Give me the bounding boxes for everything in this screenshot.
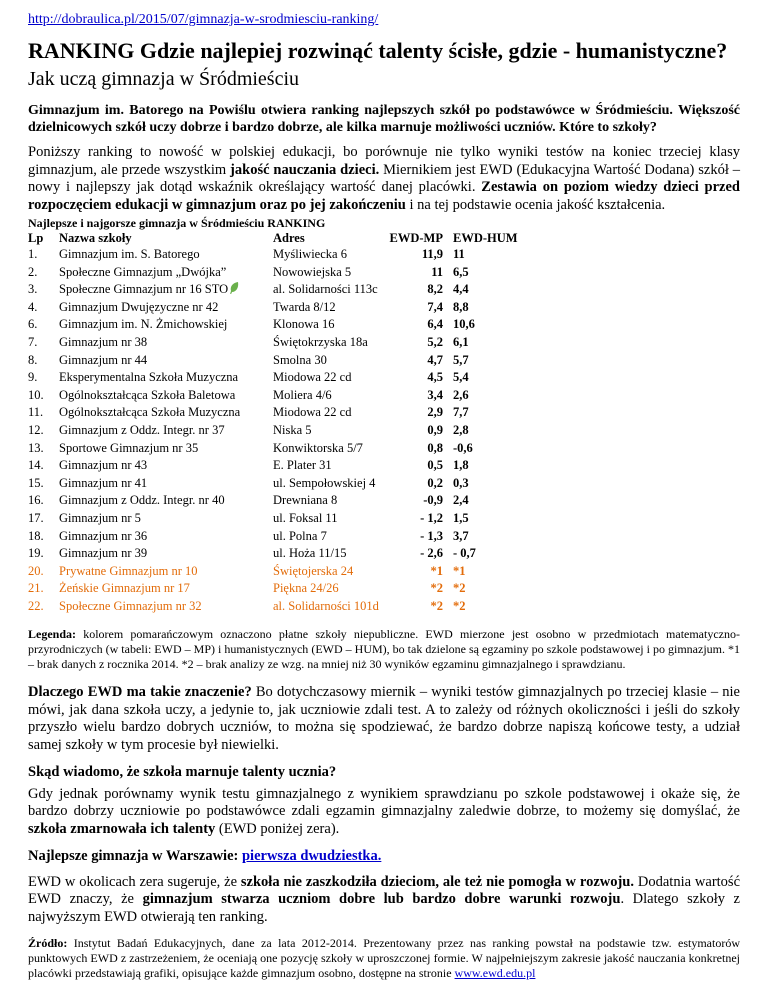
row-address xyxy=(273,334,383,352)
row-lp-text: 9. xyxy=(28,370,38,385)
intro-text-1: Poniższy ranking to nowość w polskiej edukacji, bo porównuje nie tylko wyniki testów na koniec trzeciej klasy gimnazjum, ale przede wszystkim xyxy=(28,144,740,178)
row-ewd-mp-text: *2 xyxy=(430,598,443,613)
best-schools-label: Najlepsze gimnazja w Warszawie xyxy=(28,848,234,865)
row-school-name-text: Gimnazjum nr 41 xyxy=(59,475,148,490)
row-address-text: Twarda 8/12 xyxy=(273,299,336,314)
row-ewd-mp xyxy=(383,440,453,458)
table-row xyxy=(28,246,518,264)
row-school-name xyxy=(59,299,273,317)
row-lp-text: 7. xyxy=(28,334,38,349)
row-address xyxy=(273,475,383,493)
row-ewd-hum-text: 4,4 xyxy=(453,282,469,297)
row-school-name-text: Gimnazjum nr 5 xyxy=(59,510,141,525)
row-ewd-hum-text: 8,8 xyxy=(453,299,469,314)
row-school-name xyxy=(59,598,273,616)
row-school-name-text: Ogólnokształcąca Szkoła Muzyczna xyxy=(59,405,241,420)
row-lp xyxy=(28,440,59,458)
row-ewd-mp xyxy=(383,475,453,493)
row-ewd-mp-text: *1 xyxy=(430,563,443,578)
row-lp-text: 12. xyxy=(28,422,44,437)
row-address-text: ul. Foksal 11 xyxy=(273,510,338,525)
row-lp-text: 10. xyxy=(28,387,44,402)
answer-talents-bold: szkoła zmarnowała ich talenty xyxy=(28,820,216,837)
row-address xyxy=(273,281,383,299)
ewd-website-link[interactable]: www.ewd.edu.pl xyxy=(454,966,536,981)
row-lp-text: 17. xyxy=(28,510,44,525)
row-ewd-mp-text: 4,5 xyxy=(427,370,443,385)
row-ewd-hum-text: 0,3 xyxy=(453,475,469,490)
row-lp-text: 13. xyxy=(28,440,44,455)
row-ewd-mp-text: 0,5 xyxy=(427,458,443,473)
table-row xyxy=(28,299,518,317)
row-address-text: Świętojerska 24 xyxy=(273,563,354,578)
row-school-name xyxy=(59,246,273,264)
first-twenty-link[interactable]: pierwsza dwudziestka. xyxy=(241,848,382,865)
row-ewd-hum-text: -0,6 xyxy=(453,440,473,455)
row-ewd-hum xyxy=(453,563,518,581)
row-lp-text: 15. xyxy=(28,475,44,490)
table-row xyxy=(28,387,518,405)
row-ewd-hum xyxy=(453,440,518,458)
row-ewd-hum xyxy=(453,352,518,370)
row-ewd-hum-text: 6,5 xyxy=(453,264,469,279)
row-address-text: Miodowa 22 cd xyxy=(273,370,352,385)
table-row xyxy=(28,440,518,458)
intro-text-3: i na tej podstawie ocenia jakość kształcenia. xyxy=(405,196,666,213)
row-school-name-text: Gimnazjum z Oddz. Integr. nr 40 xyxy=(59,493,225,508)
row-school-name-text: Ogólnokształcąca Szkoła Baletowa xyxy=(59,387,236,402)
row-lp xyxy=(28,387,59,405)
row-ewd-mp xyxy=(383,492,453,510)
row-address-text: Moliera 4/6 xyxy=(273,387,332,402)
row-ewd-hum-text: 7,7 xyxy=(453,405,469,420)
legend-text: kolorem pomarańczowym oznaczono płatne szkoły niepubliczne. EWD mierzone jest osobno w przedmiotach matematyczno-przyrodniczych (w tabeli: EWD – MP) i humanistycznych (EWD – HUM), bo tak dzielone są egzaminy po szkole podstawowej i po gimnazjum. *1 – brak danych z rocznika 2014. *2 – brak analizy ze wzg. na mniej niż 30 wyników egzaminu gimnazjalnego i sprawdzianu. xyxy=(28,627,740,672)
row-school-name-text: Eksperymentalna Szkoła Muzyczna xyxy=(59,370,239,385)
row-address-text: Nowowiejska 5 xyxy=(273,264,352,279)
row-ewd-hum xyxy=(453,281,518,299)
best-schools-separator: : xyxy=(233,848,242,865)
table-row xyxy=(28,369,518,387)
source-note xyxy=(28,936,740,981)
source-text: Instytut Badań Edukacyjnych, dane za lata 2012-2014. Prezentowany przez nas ranking powstał na podstawie tzw. estymatorów punktowych EWD z zastrzeżeniem, że oceniają one pozycję szkoły w uproszczonej formie. W najpełniejszym zakresie jakość nauczania konkretnej placówki przedstawiają grafiki, opisujące każde gimnazjum osobno, dostępne na stronie xyxy=(28,936,740,981)
row-lp-text: 21. xyxy=(28,581,44,596)
row-lp xyxy=(28,492,59,510)
row-address xyxy=(273,457,383,475)
row-ewd-mp-text: 8,2 xyxy=(427,282,443,297)
row-school-name-text: Sportowe Gimnazjum nr 35 xyxy=(59,440,199,455)
source-label: Źródło: xyxy=(28,936,68,951)
ranking-table-title: Najlepsze i najgorsze gimnazja w Śródmieściu RANKING xyxy=(28,216,326,230)
row-address xyxy=(273,545,383,563)
row-ewd-hum-text: 1,5 xyxy=(453,510,469,525)
row-ewd-hum xyxy=(453,510,518,528)
row-school-name xyxy=(59,440,273,458)
row-lp xyxy=(28,404,59,422)
row-ewd-hum xyxy=(453,264,518,282)
row-school-name xyxy=(59,475,273,493)
legend xyxy=(28,627,740,672)
row-ewd-mp xyxy=(383,404,453,422)
table-row xyxy=(28,457,518,475)
row-school-name xyxy=(59,492,273,510)
row-lp-text: 20. xyxy=(28,563,44,578)
header-lp: Lp xyxy=(28,231,44,245)
row-ewd-hum-text: 2,4 xyxy=(453,493,469,508)
row-lp-text: 4. xyxy=(28,299,38,314)
row-lp-text: 14. xyxy=(28,458,44,473)
row-ewd-hum xyxy=(453,492,518,510)
table-row xyxy=(28,492,518,510)
row-school-name xyxy=(59,352,273,370)
row-ewd-mp-text: 11,9 xyxy=(421,247,443,261)
row-ewd-hum-text: - 0,7 xyxy=(453,546,476,561)
row-ewd-mp-text: 0,9 xyxy=(427,422,443,437)
row-ewd-hum xyxy=(453,316,518,334)
intro-bold-1: jakość nauczania dzieci. xyxy=(230,161,380,178)
row-address-text: al. Solidarności 113c xyxy=(273,282,378,297)
row-school-name-text: Gimnazjum im. N. Żmichowskiej xyxy=(59,317,228,332)
row-ewd-hum xyxy=(453,387,518,405)
row-address xyxy=(273,422,383,440)
row-address-text: Drewniana 8 xyxy=(273,493,338,508)
row-school-name xyxy=(59,387,273,405)
answer-talents xyxy=(28,786,740,839)
row-school-name xyxy=(59,264,273,282)
row-lp xyxy=(28,545,59,563)
row-ewd-mp xyxy=(383,387,453,405)
row-school-name xyxy=(59,510,273,528)
row-ewd-mp xyxy=(383,457,453,475)
row-ewd-mp xyxy=(383,545,453,563)
intro-paragraph xyxy=(28,144,740,214)
ewd-text-3: . Dlatego szkoły z najwyższym EWD otwierają ten ranking. xyxy=(28,891,740,925)
row-ewd-mp xyxy=(383,264,453,282)
row-ewd-mp-text: - 2,6 xyxy=(420,546,443,561)
row-ewd-mp xyxy=(383,334,453,352)
row-ewd-hum-text: 2,6 xyxy=(453,387,469,402)
header-address: Adres xyxy=(273,231,305,245)
table-row xyxy=(28,352,518,370)
article-title: RANKING Gdzie najlepiej rozwinąć talenty ścisłe, gdzie - humanistyczne? xyxy=(28,38,728,63)
row-address xyxy=(273,316,383,334)
row-ewd-mp-text: *2 xyxy=(430,581,443,596)
table-row xyxy=(28,334,518,352)
row-lp xyxy=(28,334,59,352)
row-ewd-mp xyxy=(383,299,453,317)
row-lp-text: 19. xyxy=(28,546,44,561)
table-row xyxy=(28,528,518,546)
row-lp xyxy=(28,264,59,282)
row-address-text: Klonowa 16 xyxy=(273,317,335,332)
ranking-table xyxy=(28,231,518,615)
row-school-name-text: Społeczne Gimnazjum nr 32 xyxy=(59,598,202,613)
row-lp xyxy=(28,475,59,493)
table-row xyxy=(28,404,518,422)
row-lp xyxy=(28,246,59,264)
leaf-icon xyxy=(230,282,239,294)
row-school-name xyxy=(59,528,273,546)
row-ewd-mp-text: - 1,3 xyxy=(420,528,443,543)
best-schools-line xyxy=(28,848,740,866)
header-name: Nazwa szkoły xyxy=(59,231,132,245)
row-ewd-mp-text: 3,4 xyxy=(427,387,443,402)
table-row xyxy=(28,563,518,581)
row-lp xyxy=(28,528,59,546)
row-address-text: Smolna 30 xyxy=(273,352,327,367)
row-ewd-mp-text: 11 xyxy=(431,264,443,279)
row-lp xyxy=(28,580,59,598)
row-lp xyxy=(28,299,59,317)
ewd-bold-2: gimnazjum stwarza uczniom dobre lub bardzo dobre warunki rozwoju xyxy=(142,891,621,908)
row-lp xyxy=(28,422,59,440)
row-ewd-hum-text: 10,6 xyxy=(453,317,475,332)
section-why-ewd xyxy=(28,684,740,754)
row-ewd-hum-text: *2 xyxy=(453,598,466,613)
row-ewd-mp xyxy=(383,316,453,334)
row-ewd-mp xyxy=(383,281,453,299)
row-ewd-hum xyxy=(453,580,518,598)
row-school-name xyxy=(59,563,273,581)
table-row xyxy=(28,422,518,440)
row-ewd-hum xyxy=(453,246,518,264)
row-address xyxy=(273,563,383,581)
row-school-name xyxy=(59,281,273,299)
row-ewd-hum-text: 3,7 xyxy=(453,528,469,543)
row-school-name-text: Społeczne Gimnazjum nr 16 STO xyxy=(59,282,229,297)
row-address xyxy=(273,299,383,317)
row-ewd-mp xyxy=(383,563,453,581)
row-school-name-text: Gimnazjum nr 36 xyxy=(59,528,148,543)
row-address xyxy=(273,598,383,616)
row-address xyxy=(273,404,383,422)
row-ewd-hum xyxy=(453,475,518,493)
row-ewd-hum xyxy=(453,598,518,616)
intro-text-2: Miernikiem jest EWD (Edukacyjna Wartość Dodana) szkół – nowy i najlepszy jak dotąd wskaźnik określający wartość danej placówki. xyxy=(28,161,740,195)
row-address-text: al. Solidarności 101d xyxy=(273,598,379,613)
row-ewd-mp-text: -0,9 xyxy=(423,493,443,508)
row-school-name xyxy=(59,422,273,440)
row-address xyxy=(273,369,383,387)
ranking-table-header xyxy=(28,231,518,246)
row-ewd-hum-text: *2 xyxy=(453,581,466,596)
row-lp-text: 6. xyxy=(28,317,38,332)
row-school-name-text: Gimnazjum nr 38 xyxy=(59,334,148,349)
row-ewd-mp-text: 5,2 xyxy=(427,334,443,349)
row-ewd-hum-text: 5,4 xyxy=(453,370,469,385)
row-address-text: Piękna 24/26 xyxy=(273,581,339,596)
row-lp xyxy=(28,510,59,528)
ewd-bold-1: szkoła nie zaszkodziła dzieciom, ale też nie pomogła w rozwoju. xyxy=(240,873,634,890)
row-ewd-mp-text: 4,7 xyxy=(427,352,443,367)
row-address xyxy=(273,387,383,405)
row-address-text: ul. Hoża 11/15 xyxy=(273,546,347,561)
row-ewd-mp-text: - 1,2 xyxy=(420,510,443,525)
row-lp-text: 18. xyxy=(28,528,44,543)
row-lp xyxy=(28,281,59,299)
row-school-name xyxy=(59,316,273,334)
row-ewd-hum-text: 11 xyxy=(453,247,465,261)
ranking-table-body xyxy=(28,246,518,615)
table-row xyxy=(28,316,518,334)
row-ewd-hum xyxy=(453,422,518,440)
row-school-name-text: Gimnazjum nr 39 xyxy=(59,546,148,561)
row-ewd-hum-text: 2,8 xyxy=(453,422,469,437)
row-school-name-text: Żeńskie Gimnazjum nr 17 xyxy=(59,581,190,596)
row-ewd-hum xyxy=(453,334,518,352)
header-ewd-hum: EWD-HUM xyxy=(453,231,518,245)
row-ewd-mp-text: 7,4 xyxy=(427,299,443,314)
row-address-text: Świętokrzyska 18a xyxy=(273,334,368,349)
source-url-link[interactable]: http://dobraulica.pl/2015/07/gimnazja-w-srodmiesciu-ranking/ xyxy=(28,12,379,27)
row-lp-text: 22. xyxy=(28,598,44,613)
row-address-text: Myśliwiecka 6 xyxy=(273,247,347,261)
row-school-name xyxy=(59,334,273,352)
table-row xyxy=(28,510,518,528)
row-ewd-mp xyxy=(383,369,453,387)
row-school-name xyxy=(59,369,273,387)
row-ewd-mp xyxy=(383,580,453,598)
row-ewd-hum xyxy=(453,545,518,563)
table-row xyxy=(28,545,518,563)
row-ewd-mp xyxy=(383,528,453,546)
row-school-name-text: Gimnazjum z Oddz. Integr. nr 37 xyxy=(59,422,225,437)
row-ewd-mp-text: 2,9 xyxy=(427,405,443,420)
row-ewd-hum xyxy=(453,404,518,422)
row-ewd-mp-text: 0,8 xyxy=(427,440,443,455)
row-school-name xyxy=(59,545,273,563)
row-lp-text: 11. xyxy=(28,405,44,420)
row-lp-text: 8. xyxy=(28,352,38,367)
row-address-text: Miodowa 22 cd xyxy=(273,405,352,420)
row-school-name-text: Prywatne Gimnazjum nr 10 xyxy=(59,563,198,578)
row-lp-text: 1. xyxy=(28,247,38,261)
header-ewd-mp: EWD-MP xyxy=(389,231,443,245)
row-school-name xyxy=(59,404,273,422)
row-school-name-text: Gimnazjum nr 44 xyxy=(59,352,148,367)
question-talents: Skąd wiadomo, że szkoła marnuje talenty ucznia? xyxy=(28,764,337,781)
row-address xyxy=(273,352,383,370)
intro-bold-2: Zestawia on poziom wiedzy dzieci przed rozpoczęciem edukacji w gimnazjum oraz po jej zakończeniu xyxy=(28,179,740,213)
ewd-text-1: EWD w okolicach zera sugeruje, że xyxy=(28,873,241,890)
row-lp-text: 3. xyxy=(28,282,38,297)
legend-label: Legenda: xyxy=(28,627,76,642)
row-address xyxy=(273,246,383,264)
row-address xyxy=(273,510,383,528)
ewd-text-2: Dodatnia wartość EWD znaczy, że xyxy=(28,873,741,908)
row-ewd-mp xyxy=(383,510,453,528)
row-ewd-hum-text: 5,7 xyxy=(453,352,469,367)
table-row xyxy=(28,598,518,616)
answer-talents-text-1: Gdy jednak porównamy wynik testu gimnazjalnego z wynikiem sprawdzianu po szkole podstawowej i okaże się, że bardzo dobrzy uczniowie po podstawówce zdali egzamin gimnazjalny zaledwie dobrze, to możemy się domyślać, że xyxy=(28,785,740,820)
row-lp xyxy=(28,352,59,370)
row-address xyxy=(273,440,383,458)
row-address-text: ul. Sempołowskiej 4 xyxy=(273,475,376,490)
question-why-ewd: Dlaczego EWD ma takie znaczenie? xyxy=(28,684,252,701)
row-ewd-hum xyxy=(453,528,518,546)
table-row xyxy=(28,580,518,598)
row-lp-text: 16. xyxy=(28,493,44,508)
row-school-name-text: Gimnazjum im. S. Batorego xyxy=(59,247,200,261)
row-lp-text: 2. xyxy=(28,264,38,279)
table-row xyxy=(28,281,518,299)
row-lp xyxy=(28,598,59,616)
row-ewd-hum xyxy=(453,369,518,387)
row-address xyxy=(273,264,383,282)
row-lp xyxy=(28,316,59,334)
table-row xyxy=(28,264,518,282)
row-ewd-hum xyxy=(453,299,518,317)
lead-paragraph: Gimnazjum im. Batorego na Powiślu otwiera ranking najlepszych szkół po podstawówce w Śródmieściu. Większość dzielnicowych szkół uczy dobrze i bardzo dobrze, ale kilka marnuje możliwości uczniów. Które to szkoły? xyxy=(28,103,740,135)
row-lp xyxy=(28,369,59,387)
row-address-text: E. Plater 31 xyxy=(273,458,332,473)
row-ewd-mp xyxy=(383,422,453,440)
row-ewd-mp-text: 6,4 xyxy=(427,317,443,332)
row-lp xyxy=(28,457,59,475)
row-ewd-mp xyxy=(383,352,453,370)
row-ewd-hum-text: *1 xyxy=(453,563,466,578)
row-address-text: Niska 5 xyxy=(273,422,312,437)
row-school-name xyxy=(59,457,273,475)
row-school-name-text: Społeczne Gimnazjum „Dwójka” xyxy=(59,264,227,279)
row-address-text: Konwiktorska 5/7 xyxy=(273,440,363,455)
row-ewd-mp-text: 0,2 xyxy=(427,475,443,490)
row-address-text: ul. Polna 7 xyxy=(273,528,327,543)
row-ewd-hum-text: 6,1 xyxy=(453,334,469,349)
answer-talents-text-2: (EWD poniżej zera). xyxy=(215,820,340,837)
row-ewd-hum xyxy=(453,457,518,475)
row-lp xyxy=(28,563,59,581)
answer-why-ewd: Bo dotychczasowy miernik – wyniki testów gimnazjalnych po trzeciej klasie – nie mówi, jak dana szkoła uczy, a jedynie to, jak uczniowie zdali test. A to zależy od różnych okoliczności i jeśli do szkoły przyszło wielu bardzo dobrych uczniów, to można się spodziewać, że bardzo dobrze napiszą końcowe testy, a udział samej szkoły w tym procesie był niewielki. xyxy=(28,684,740,753)
row-school-name xyxy=(59,580,273,598)
table-row xyxy=(28,475,518,493)
row-ewd-mp xyxy=(383,598,453,616)
row-address xyxy=(273,492,383,510)
row-address xyxy=(273,528,383,546)
article-subtitle: Jak uczą gimnazja w Śródmieściu xyxy=(28,68,300,90)
row-address xyxy=(273,580,383,598)
row-school-name-text: Gimnazjum Dwujęzyczne nr 42 xyxy=(59,299,219,314)
row-ewd-hum-text: 1,8 xyxy=(453,458,469,473)
ewd-explanation-paragraph xyxy=(28,874,740,927)
row-school-name-text: Gimnazjum nr 43 xyxy=(59,458,148,473)
row-ewd-mp xyxy=(383,246,453,264)
